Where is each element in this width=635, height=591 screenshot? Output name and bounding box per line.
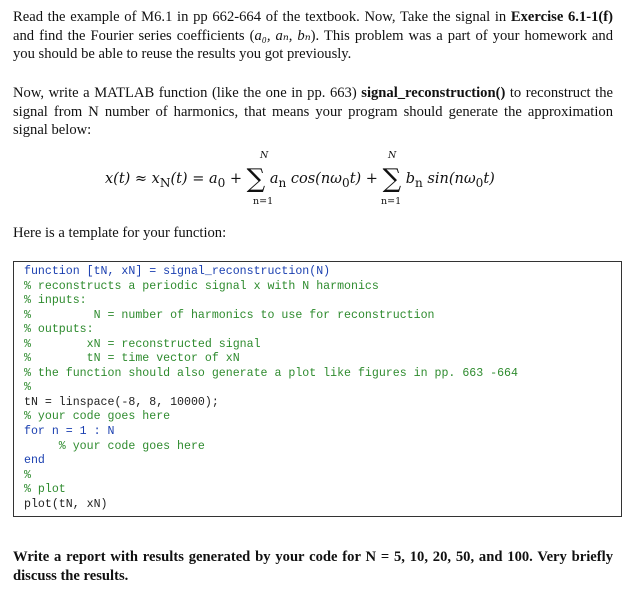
instructions-paragraph-2 (13, 84, 613, 140)
sum1-upper-limit: N (260, 150, 269, 161)
p1-text-e: ). This problem was a part of your homework and you should be able to reuse the results you got previously. (13, 27, 613, 62)
function-name: signal_reconstruction() (361, 85, 506, 101)
coefficients-symbols: a₀, aₙ, bₙ (254, 27, 311, 44)
p1-text-c: and find the Fourier series coefficients ( (13, 27, 255, 44)
eq-mid: (t) = a (170, 171, 218, 187)
p1-text-a: Read the example of M6.1 in pp 662-664 of the textbook. Now, Take the signal in (13, 9, 511, 25)
code-line-14: end (24, 454, 45, 468)
instructions-paragraph-1 (13, 8, 613, 64)
code-line-16: % plot (24, 483, 66, 497)
sigma-symbol-1: ∑ (246, 164, 266, 194)
eq-sin: sin(nω (422, 171, 476, 187)
p2-text-c: to reconstruct the signal from N number of harmonics, that means your program should generate the approximation signal below: (13, 85, 613, 138)
exercise-reference: Exercise 6.1-1(f) (510, 9, 613, 25)
fourier-approximation-equation (105, 146, 605, 216)
code-line-17: plot(tN, xN) (24, 497, 108, 511)
eq-w0-sub-2: 0 (475, 175, 484, 190)
eq-cos: cos(nω (286, 171, 343, 187)
eq-term2-sub: n (415, 175, 423, 190)
matlab-code-template (13, 261, 622, 517)
code-line-10: tN = linspace(-8, 8, 10000); (24, 395, 219, 409)
eq-term1: a (265, 171, 279, 187)
eq-lhs-sub: N (159, 175, 171, 190)
code-line-12: for n = 1 : N (24, 425, 115, 439)
code-line-7: % tN = time vector of xN (24, 352, 240, 366)
eq-w0-sub-1: 0 (342, 175, 350, 190)
code-line-11: % your code goes here (24, 410, 171, 424)
template-intro: Here is a template for your function: (13, 225, 227, 241)
code-line-15: % (24, 468, 31, 482)
eq-lhs: x(t) ≈ x (105, 171, 160, 187)
eq-plus: + (225, 171, 247, 187)
sigma-symbol-2: ∑ (382, 164, 402, 194)
equation-body (105, 164, 495, 194)
eq-term1-sub: n (278, 175, 287, 190)
code-line-13: % your code goes here (24, 439, 205, 453)
code-line-8: % the function should also generate a plot like figures in pp. 663 -664 (24, 366, 518, 380)
sum1-lower-limit: n=1 (253, 196, 274, 207)
report-instructions: Write a report with results generated by your code for N = 5, 10, 20, 50, and 100. Very briefly discuss the results. (13, 549, 613, 584)
code-line-5: % outputs: (24, 323, 94, 337)
sum2-upper-limit: N (388, 150, 397, 161)
eq-term1c: t) + (349, 171, 383, 187)
sum2-lower-limit: n=1 (381, 196, 402, 207)
code-line-4: % N = number of harmonics to use for reconstruction (24, 308, 435, 322)
code-line-2: % reconstructs a periodic signal x with N harmonics (24, 279, 379, 293)
code-line-6: % xN = reconstructed signal (24, 337, 261, 351)
eq-a0-sub: 0 (217, 175, 226, 190)
code-line-3: % inputs: (24, 294, 87, 308)
eq-term2c: t) (483, 171, 495, 187)
eq-term2: b (401, 171, 416, 187)
p2-text-a: Now, write a MATLAB function (like the one in pp. 663) (13, 85, 362, 101)
code-line-9: % (24, 381, 31, 395)
code-line-1: function [tN, xN] = signal_reconstruction(N) (24, 265, 331, 278)
